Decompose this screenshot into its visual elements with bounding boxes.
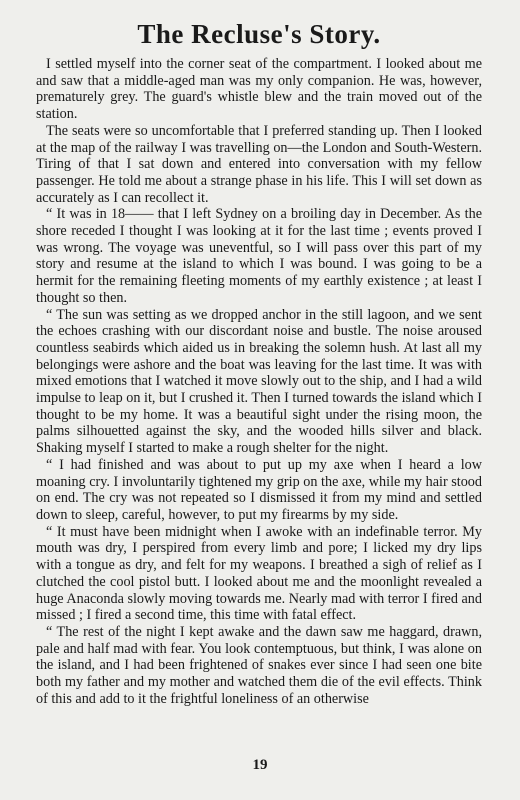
paragraph: “ It was in 18—— that I left Sydney on a broiling day in December. As the shore receded I thought I was looking at it for the last time ; events proved I was wrong. The voyage was uneventful, so I will pass over this part of my story and resume at the island to which I was bound. I was going to be a hermit for the remaining fleeting moments of my earthly existence ; at least I thought so then. [36, 206, 482, 306]
story-title: The Recluse's Story. [137, 19, 381, 49]
page-number: 19 [252, 757, 268, 773]
paragraph: “ It must have been midnight when I awoke with an indefinable terror. My mouth was dry, I perspired from every limb and pore; I licked my dry lips with a tongue as dry, and felt for my weapons. I breathed a sigh of relief as I clutched the cool pistol butt. I looked about me and the moonlight revealed a huge Anaconda slowly moving towards me. Nearly mad with terror I fired and missed ; I fired a second time, this time with fatal effect. [36, 523, 482, 624]
paragraph: I settled myself into the corner seat of the compartment. I looked about me and saw that a middle-aged man was my only companion. He was, however, prematurely grey. The guard's whistle blew and the train moved out of the station. [36, 56, 482, 123]
paragraph: The seats were so uncomfortable that I preferred standing up. Then I looked at the map of the railway I was travelling on—the London and South-Western. Tiring of that I sat down and entered into conversation with my fellow passenger. He told me about a strange phase in his life. This I will set down as accurately as I can recollect it. [36, 122, 482, 206]
paragraph: “ I had finished and was about to put up my axe when I heard a low moaning cry. I involuntarily tightened my grip on the axe, while my hair stood on end. The cry was not repeated so I dismissed it from my mind and settled down to sleep, careful, however, to put my firearms by my side. [36, 456, 482, 523]
paragraph: “ The rest of the night I kept awake and the dawn saw me haggard, drawn, pale and half mad with fear. You look contemptuous, but think, I was alone on the island, and I had been frightened of snakes ever since I had seen one bite both my father and my mother and watched them die of the evil effects. Think of this and add to it the frightful loneliness of an otherwise [36, 623, 482, 707]
paragraph: “ The sun was setting as we dropped anchor in the still lagoon, and we sent the echoes crashing with our discordant noise and bustle. The noise aroused countless seabirds which aided us in breaking the solemn hush. At last all my belongings were ashore and the boat was leaving for the last time. It was with mixed emotions that I watched it move slowly out to the ship, and I had a wild impulse to leap on it, but I crushed it. Then I turned towards the island which I thought to be my home. It was a beautiful sight under the rising moon, the palms silhouetted against the sky, and the wooded hills silver and black. Shaking myself I started to make a rough shelter for the night. [36, 306, 482, 457]
story-body [36, 56, 482, 707]
